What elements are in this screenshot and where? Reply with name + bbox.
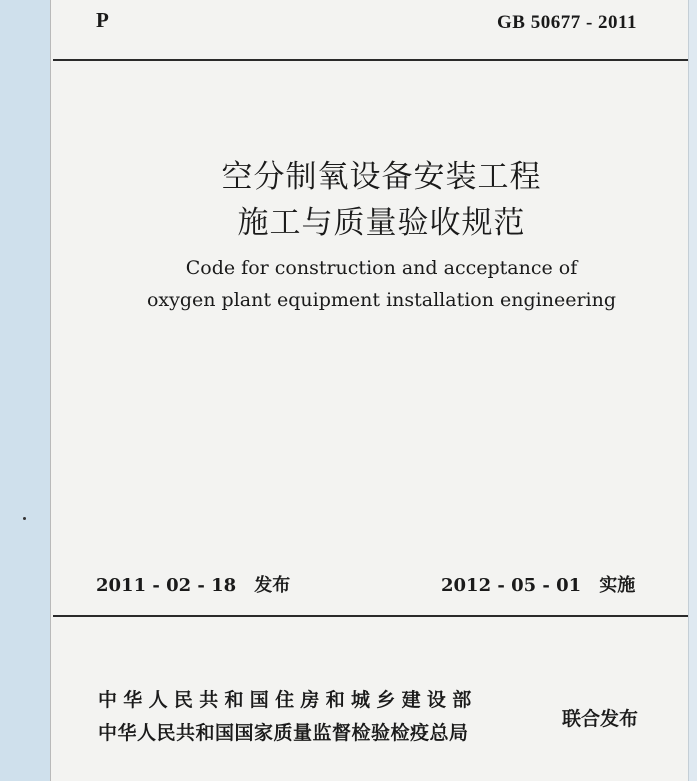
effective-date: 2012 - 05 - 01 实施 [441, 575, 636, 596]
joint-issue-label: 联合发布 [562, 708, 639, 730]
page-edge [50, 0, 51, 781]
issue-date: 2011 - 02 - 18 发布 [96, 575, 291, 596]
header-rule [53, 59, 688, 61]
category-code: P [96, 8, 109, 32]
document-page [50, 0, 697, 781]
footer-rule [53, 615, 688, 617]
standard-number: GB 50677 - 2011 [497, 12, 637, 33]
title-chinese-line1: 空分制氧设备安装工程 [221, 159, 542, 195]
issuer-ministry: 中华人民共和国住房和城乡建设部 [98, 689, 478, 711]
scan-speck [23, 517, 26, 520]
title-chinese-line2: 施工与质量验收规范 [237, 205, 526, 241]
title-english-line2: oxygen plant equipment installation engineering [146, 289, 617, 311]
title-english-line1: Code for construction and acceptance of [185, 257, 578, 279]
issuer-aqsiq: 中华人民共和国国家质量监督检验检疫总局 [98, 722, 469, 744]
viewer-scroll-strip[interactable] [688, 0, 697, 781]
